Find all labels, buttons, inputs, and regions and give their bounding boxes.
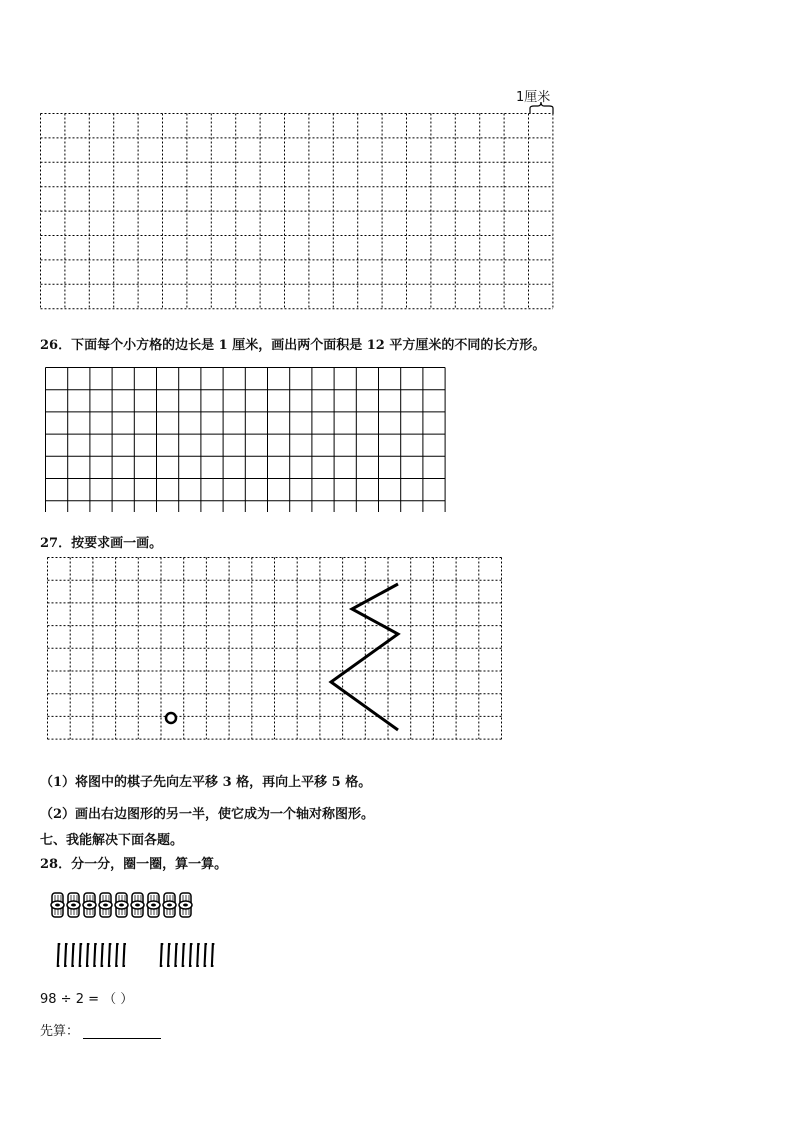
scale-label: 1厘米 (516, 90, 551, 105)
dotted-grid-q27[interactable] (47, 557, 503, 755)
loose-stick (190, 943, 192, 967)
question-26: 26．下面每个小方格的边长是 1 厘米，画出两个面积是 12 平方厘米的不同的长方形。 (40, 338, 546, 353)
q27-instruction-2: （2）画出右边图形的另一半，使它成为一个轴对称图形。 (40, 807, 375, 822)
loose-stick (161, 943, 163, 967)
loose-sticks-left (56, 941, 136, 975)
loose-stick (65, 943, 67, 967)
loose-stick (109, 943, 111, 967)
loose-stick (95, 943, 97, 967)
stick-bundle (147, 893, 160, 917)
stick-bundle (163, 893, 176, 917)
loose-stick (205, 943, 207, 967)
answer-blank[interactable] (83, 1024, 161, 1039)
section-7-title: 七、我能解决下面各题。 (40, 833, 184, 848)
stick-bundles (50, 889, 200, 927)
stick-bundle (51, 893, 64, 917)
stick-bundle (83, 893, 96, 917)
loose-stick (102, 943, 104, 967)
q27-instruction-1: （1）将图中的棋子先向左平移 3 格，再向上平移 5 格。 (40, 775, 372, 790)
loose-stick (87, 943, 89, 967)
question-27: 27．按要求画一画。 (40, 536, 163, 551)
stick-bundle (67, 893, 80, 917)
first-calc-line (40, 1020, 161, 1039)
question-28: 28．分一分，圈一圈，算一算。 (40, 857, 228, 872)
stick-bundle (131, 893, 144, 917)
loose-stick (198, 943, 200, 967)
loose-stick (73, 943, 75, 967)
loose-sticks-right (159, 941, 221, 975)
stick-bundle (99, 893, 112, 917)
loose-stick (176, 943, 178, 967)
loose-stick (183, 943, 185, 967)
loose-stick (168, 943, 170, 967)
stick-bundle (179, 893, 192, 917)
first-calc-label: 先算： (40, 1024, 80, 1039)
loose-stick (212, 943, 214, 967)
loose-stick (116, 943, 118, 967)
division-equation: 98 ÷ 2 = （ ） (40, 992, 134, 1007)
solid-grid-q26 (45, 367, 447, 512)
loose-stick (58, 943, 60, 967)
loose-stick (124, 943, 126, 967)
top-dotted-grid (40, 113, 554, 313)
chess-piece (166, 713, 176, 723)
loose-stick (80, 943, 82, 967)
stick-bundle (115, 893, 128, 917)
